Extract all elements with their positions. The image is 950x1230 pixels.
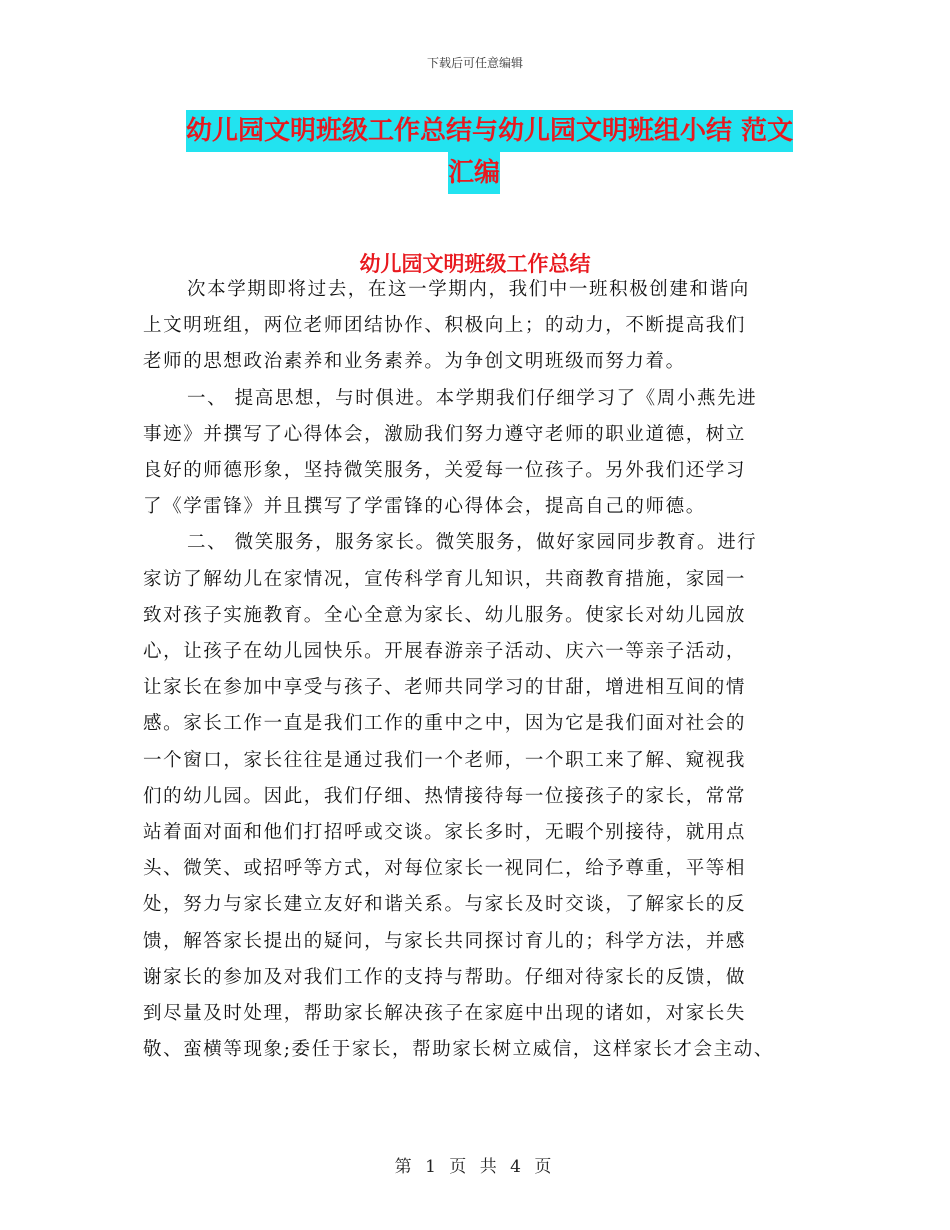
paragraph-line: 致对孩子实施教育。全心全意为家长、幼儿服务。使家长对幼儿园放 <box>143 604 747 626</box>
body-text <box>143 272 823 1068</box>
paragraph-line: 一个窗口，家长往往是通过我们一个老师，一个职工来了解、窥视我 <box>143 749 747 771</box>
paragraph-line: 处，努力与家长建立友好和谐关系。与家长及时交谈，了解家长的反 <box>143 894 747 916</box>
paragraph-line: 们的幼儿园。因此，我们仔细、热情接待每一位接孩子的家长，常常 <box>143 785 747 807</box>
paragraph-line: 头、微笑、或招呼等方式，对每位家长一视同仁，给予尊重，平等相 <box>143 858 747 880</box>
paragraph-line: 到尽量及时处理，帮助家长解决孩子在家庭中出现的诸如，对家长失 <box>143 1003 747 1025</box>
document-title-line-2: 汇编 <box>448 152 500 194</box>
paragraph-line: 让家长在参加中享受与孩子、老师共同学习的甘甜，增进相互间的情 <box>143 677 747 699</box>
paragraph-line: 次本学期即将过去，在这一学期内，我们中一班积极创建和谐向 <box>187 279 750 300</box>
document-title-line-1: 幼儿园文明班级工作总结与幼儿园文明班组小结 范文 <box>186 110 793 152</box>
paragraph-line: 敬、蛮横等现象;委任于家长，帮助家长树立威信，这样家长才会主动、 <box>143 1039 774 1061</box>
paragraph-line: 谢家长的参加及对我们工作的支持与帮助。仔细对待家长的反馈，做 <box>143 966 747 988</box>
paragraph-line: 一、 提高思想，与时俱进。本学期我们仔细学习了《周小燕先进 <box>187 387 758 409</box>
header-note: 下载后可任意编辑 <box>426 56 523 70</box>
page-number: 第 1 页 共 4 页 <box>394 1157 556 1177</box>
paragraph-line: 二、 微笑服务，服务家长。微笑服务，做好家园同步教育。进行 <box>187 532 758 554</box>
paragraph-line: 家访了解幼儿在家情况，宣传科学育儿知识，共商教育措施，家园一 <box>143 568 747 590</box>
paragraph-line: 老师的思想政治素养和业务素养。为争创文明班级而努力着。 <box>143 351 686 373</box>
paragraph-line: 感。家长工作一直是我们工作的重中之中，因为它是我们面对社会的 <box>143 713 747 735</box>
paragraph-line: 事迹》并撰写了心得体会，激励我们努力遵守老师的职业道德，树立 <box>143 423 747 445</box>
paragraph-line: 心，让孩子在幼儿园快乐。开展春游亲子活动、庆六一等亲子活动， <box>143 641 747 663</box>
paragraph-line: 良好的师德形象，坚持微笑服务，关爱每一位孩子。另外我们还学习 <box>143 460 747 482</box>
paragraph-line: 上文明班组，两位老师团结协作、积极向上；的动力，不断提高我们 <box>143 315 747 337</box>
paragraph-line: 馈，解答家长提出的疑问，与家长共同探讨育儿的；科学方法，并感 <box>143 930 747 952</box>
paragraph-line: 了《学雷锋》并且撰写了学雷锋的心得体会，提高自己的师德。 <box>143 496 706 518</box>
section-title: 幼儿园文明班级工作总结 <box>359 252 591 276</box>
paragraph-line: 站着面对面和他们打招呼或交谈。家长多时，无暇个别接待，就用点 <box>143 822 747 844</box>
